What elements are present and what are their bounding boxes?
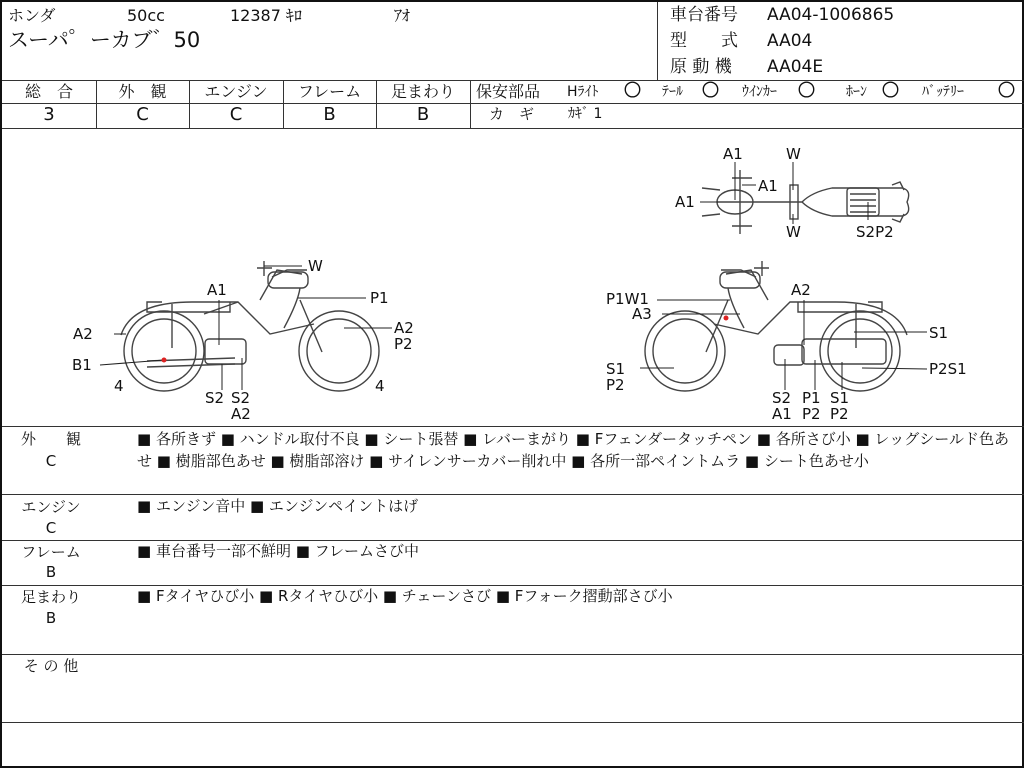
leader-lines xyxy=(100,162,927,390)
left-label-a2: A2 xyxy=(394,319,414,337)
winker-ok-mark: 〇 xyxy=(798,81,815,101)
frame-section-grade: B xyxy=(45,563,57,581)
type-value: AA04 xyxy=(767,31,813,51)
engine-section-label: エンジン xyxy=(21,498,81,516)
frame-notes: ■ 車台番号一部不鮮明 ■ フレームさび中 xyxy=(137,542,420,560)
key-value: ｶｷﾞ 1 xyxy=(568,106,603,122)
headlight-ok-mark: 〇 xyxy=(624,81,641,101)
engine-grade-label: エンジン xyxy=(204,82,268,101)
right-label-s2: S2 xyxy=(772,389,792,407)
left-label-a2: A2 xyxy=(231,405,251,423)
section-divider xyxy=(2,722,1024,723)
suspension-section-grade: B xyxy=(45,609,57,627)
right-label-p2: P2 xyxy=(606,376,625,394)
right-label-p2: P2 xyxy=(830,405,849,423)
suspension-section-label: 足まわり xyxy=(20,588,81,606)
left-label-p1: P1 xyxy=(370,289,389,307)
total-grade-label: 総 合 xyxy=(24,82,73,101)
battery-label: ﾊﾞｯﾃﾘｰ xyxy=(922,84,964,100)
mileage: 12387 ｷﾛ xyxy=(230,6,302,25)
suspension-notes: ■ Fタイヤひび小 ■ Rタイヤひび小 ■ チェーンさび ■ Fフォーク摺動部さび小 xyxy=(137,587,673,605)
section-divider xyxy=(2,494,1024,495)
engine-grade: C xyxy=(229,104,243,125)
header-divider xyxy=(657,2,658,80)
right-label-s1: S1 xyxy=(830,389,850,407)
exterior-notes: ■ 各所きず ■ ハンドル取付不良 ■ シート張替 ■ レバーまがり ■ Fフェンダータッチペン ■ 各所さび小 ■ レッグシールド色あせ ■ 樹脂部色あせ ■ 樹脂部溶け ■ サイレンサーカバー削れ中 ■ 各所一部ペイントムラ ■ シート色あせ小 xyxy=(137,430,1009,470)
other-section-label: そ の 他 xyxy=(23,657,79,675)
left-view-scooter xyxy=(121,261,379,391)
total-grade: 3 xyxy=(43,104,55,125)
exterior-section-grade: C xyxy=(45,452,57,470)
left-label-s2: S2 xyxy=(231,389,251,407)
right-label-s1: S1 xyxy=(929,324,949,342)
top-label-w: W xyxy=(786,145,801,163)
right-label-p1w1: P1W1 xyxy=(606,290,649,308)
frame-section-label: フレーム xyxy=(21,543,81,561)
key-label: カ ギ xyxy=(489,105,535,123)
type-label: 型 式 xyxy=(670,31,738,51)
engine-model: AA04E xyxy=(767,57,824,77)
left-front-tire-depth: 4 xyxy=(114,377,124,395)
damage-diagram xyxy=(2,128,1024,426)
header-bottom-line xyxy=(2,80,1024,81)
taillight-ok-mark: 〇 xyxy=(702,81,719,101)
suspension-grade-label: 足まわり xyxy=(390,82,455,101)
right-label-s1: S1 xyxy=(606,360,626,378)
engine-section-grade: C xyxy=(45,519,57,537)
engine-model-label: 原 動 機 xyxy=(670,57,732,77)
frame-grade: B xyxy=(323,104,336,125)
horn-label: ﾎｰﾝ xyxy=(846,84,867,100)
left-label-s2: S2 xyxy=(205,389,225,407)
engine-notes: ■ エンジン音中 ■ エンジンペイントはげ xyxy=(137,497,419,515)
damage-mark xyxy=(724,316,729,321)
top-label-a1: A1 xyxy=(723,145,743,163)
frame-no: AA04-1006865 xyxy=(767,5,895,25)
right-label-p2: P2 xyxy=(802,405,821,423)
left-label-p2: P2 xyxy=(394,335,413,353)
right-label-a2: A2 xyxy=(791,281,811,299)
frame-grade-label: フレーム xyxy=(297,82,362,101)
top-label-a1: A1 xyxy=(758,177,778,195)
left-label-a2: A2 xyxy=(73,325,93,343)
right-label-p2s1: P2S1 xyxy=(929,360,967,378)
top-label-s2p2: S2P2 xyxy=(856,223,894,241)
left-label-a1: A1 xyxy=(207,281,227,299)
right-label-p1: P1 xyxy=(802,389,821,407)
displacement: 50cc xyxy=(127,6,165,25)
right-label-a3: A3 xyxy=(632,305,652,323)
right-view-scooter xyxy=(645,261,907,391)
left-label-w: W xyxy=(308,257,323,275)
grade-divider xyxy=(470,80,471,128)
right-label-a1: A1 xyxy=(772,405,792,423)
horn-ok-mark: 〇 xyxy=(882,81,899,101)
headlight-label: Hﾗｲﾄ xyxy=(567,84,599,100)
maker: ホンダ xyxy=(8,6,56,25)
suspension-grade: B xyxy=(416,104,430,125)
winker-label: ｳｲﾝｶｰ xyxy=(742,84,777,100)
battery-ok-mark: 〇 xyxy=(998,81,1015,101)
safety-mid-line xyxy=(470,103,1024,104)
frame-no-label: 車台番号 xyxy=(670,5,738,25)
section-divider xyxy=(2,654,1024,655)
safety-parts-label: 保安部品 xyxy=(476,82,541,101)
diagram-bottom-line xyxy=(2,426,1024,427)
left-rear-tire-depth: 4 xyxy=(375,377,385,395)
exterior-section-label: 外 観 xyxy=(20,430,81,448)
taillight-label: ﾃｰﾙ xyxy=(662,84,683,100)
exterior-grade-label: 外 観 xyxy=(118,82,167,101)
exterior-grade: C xyxy=(136,104,149,125)
top-label-a1: A1 xyxy=(675,193,695,211)
color: ｱｵ xyxy=(394,6,411,25)
top-label-w: W xyxy=(786,223,801,241)
damage-mark xyxy=(162,358,167,363)
model-name: スーパ゜ーカブ゛50 xyxy=(8,28,201,52)
left-label-b1: B1 xyxy=(72,356,92,374)
